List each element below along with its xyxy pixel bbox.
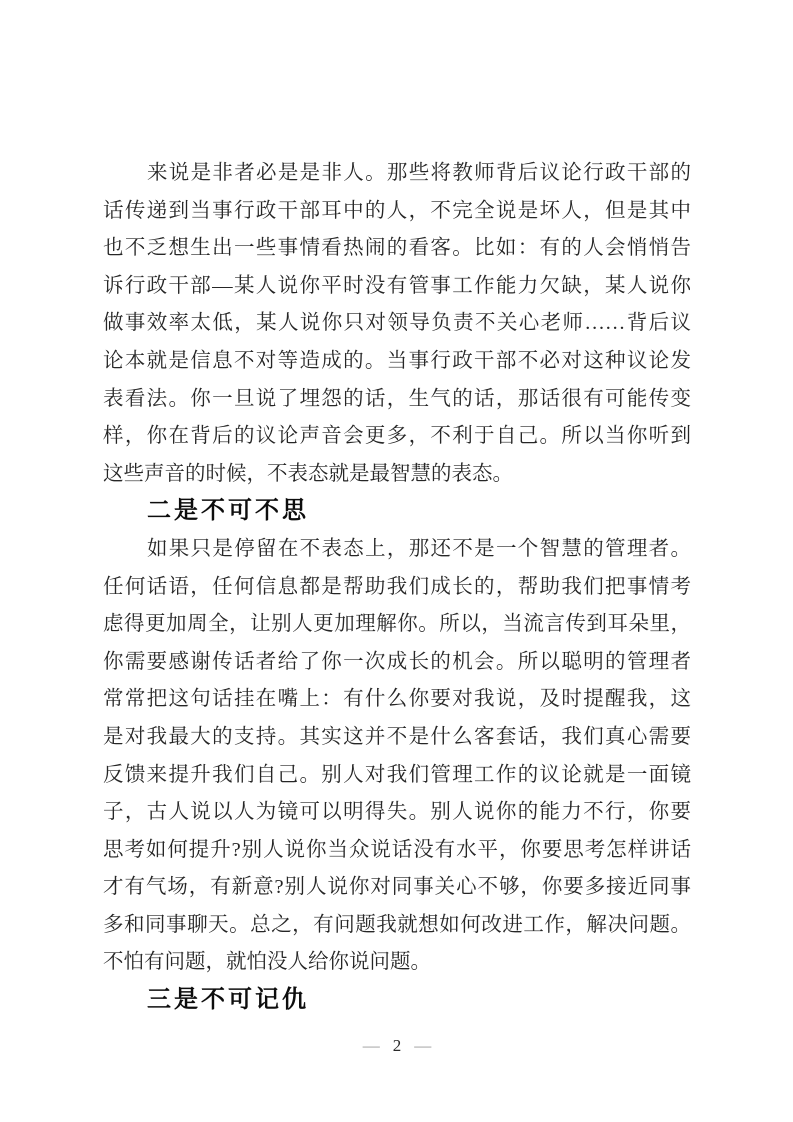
footer-right-dash: — xyxy=(414,1036,432,1055)
text-line: 话传递到当事行政干部耳中的人，不完全说是坏人，但是其中 xyxy=(103,199,691,222)
section-heading: 二是不可不思 xyxy=(147,498,309,525)
page-number: 2 xyxy=(392,1036,402,1055)
footer-left-dash: — xyxy=(362,1036,380,1055)
text-line: 不怕有问题，就怕没人给你说问题。 xyxy=(103,951,431,974)
text-line: 多和同事聊天。总之，有问题我就想如何改进工作，解决问题。 xyxy=(103,913,691,936)
text-line: 论本就是信息不对等造成的。当事行政干部不必对这种议论发 xyxy=(103,349,691,372)
text-line: 表看法。你一旦说了埋怨的话，生气的话，那话很有可能传变 xyxy=(103,387,691,410)
text-line: 如果只是停留在不表态上，那还不是一个智慧的管理者。 xyxy=(147,537,691,560)
page-footer xyxy=(103,1036,691,1056)
text-line: 反馈来提升我们自己。别人对我们管理工作的议论就是一面镜 xyxy=(103,763,691,786)
text-line: 任何话语，任何信息都是帮助我们成长的，帮助我们把事情考 xyxy=(103,575,691,598)
text-line: 常常把这句话挂在嘴上：有什么你要对我说，及时提醒我，这 xyxy=(103,688,691,711)
section-heading: 三是不可记仇 xyxy=(147,987,309,1014)
text-line: 样，你在背后的议论声音会更多，不利于自己。所以当你听到 xyxy=(103,425,691,448)
document-body xyxy=(103,155,691,1020)
text-line: 思考如何提升?别人说你当众说话没有水平，你要思考怎样讲话 xyxy=(103,838,691,861)
text-line: 来说是非者必是是非人。那些将教师背后议论行政干部的 xyxy=(147,162,691,184)
text-line: 是对我最大的支持。其实这并不是什么客套话，我们真心需要 xyxy=(103,725,691,748)
text-line: 这些声音的时候，不表态就是最智慧的表态。 xyxy=(103,462,513,485)
text-line: 才有气场，有新意?别人说你对同事关心不够，你要多接近同事 xyxy=(103,876,691,899)
text-line: 虑得更加周全，让别人更加理解你。所以，当流言传到耳朵里， xyxy=(103,613,691,636)
text-line: 做事效率太低，某人说你只对领导负责不关心老师……背后议 xyxy=(103,312,691,335)
text-line: 子，古人说以人为镜可以明得失。别人说你的能力不行，你要 xyxy=(103,801,691,824)
text-line: 你需要感谢传话者给了你一次成长的机会。所以聪明的管理者 xyxy=(103,650,691,673)
text-line: 也不乏想生出一些事情看热闹的看客。比如：有的人会悄悄告 xyxy=(103,237,691,260)
text-line: 诉行政干部—某人说你平时没有管事工作能力欠缺，某人说你 xyxy=(103,274,691,297)
